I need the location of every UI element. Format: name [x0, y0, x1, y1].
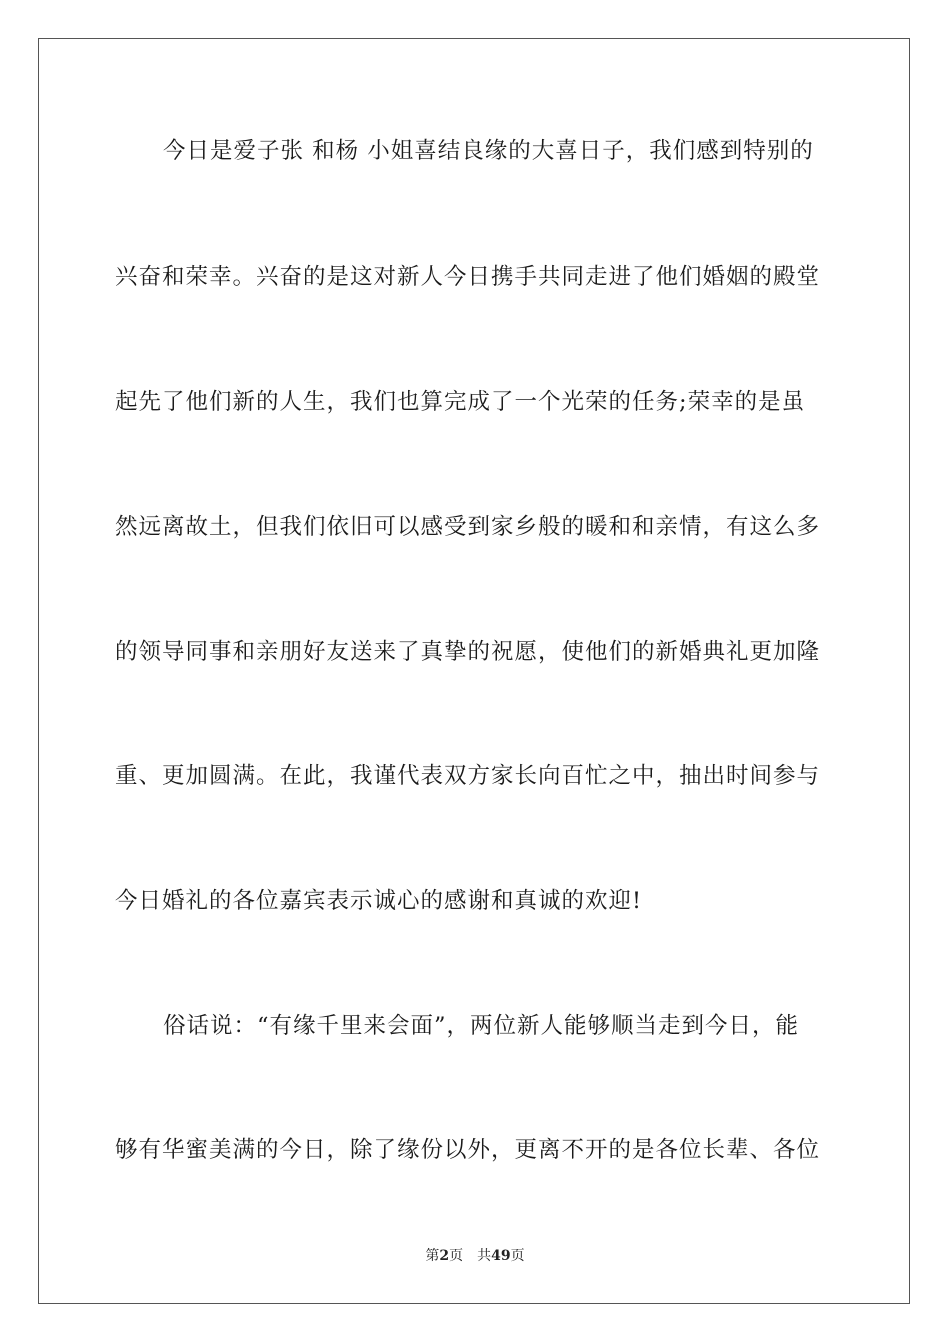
footer-total-prefix: 共 — [477, 1248, 492, 1264]
paragraph-1-line-1: 今日是爱子张 和杨 小姐喜结良缘的大喜日子，我们感到特别的 — [163, 138, 814, 164]
paragraph-2-line-2: 够有华蜜美满的今日，除了缘份以外，更离不开的是各位长辈、各位 — [115, 1137, 821, 1163]
paragraph-1-line-6: 重、更加圆满。在此，我谨代表双方家长向百忙之中，抽出时间参与 — [115, 763, 821, 789]
paragraph-1-line-4: 然远离故土，但我们依旧可以感受到家乡般的暖和和亲情，有这么多 — [115, 514, 821, 540]
page-footer — [0, 1247, 950, 1265]
paragraph-2-line-1: 俗话说：“有缘千里来会面”，两位新人能够顺当走到今日，能 — [163, 1013, 800, 1039]
page-border — [38, 38, 910, 1304]
paragraph-1-line-5: 的领导同事和亲朋好友送来了真挚的祝愿，使他们的新婚典礼更加隆 — [115, 639, 821, 665]
paragraph-1-line-7: 今日婚礼的各位嘉宾表示诚心的感谢和真诚的欢迎! — [115, 888, 643, 914]
paragraph-1-line-3: 起先了他们新的人生，我们也算完成了一个光荣的任务;荣幸的是虽 — [115, 389, 806, 415]
footer-total-suffix: 页 — [510, 1248, 525, 1264]
footer-page-number: 2 — [439, 1248, 450, 1264]
footer-page-suffix: 页 — [449, 1248, 464, 1264]
footer-page-prefix: 第 — [425, 1248, 440, 1264]
footer-total-pages: 49 — [491, 1248, 511, 1264]
paragraph-1-line-2: 兴奋和荣幸。兴奋的是这对新人今日携手共同走进了他们婚姻的殿堂 — [115, 264, 821, 290]
